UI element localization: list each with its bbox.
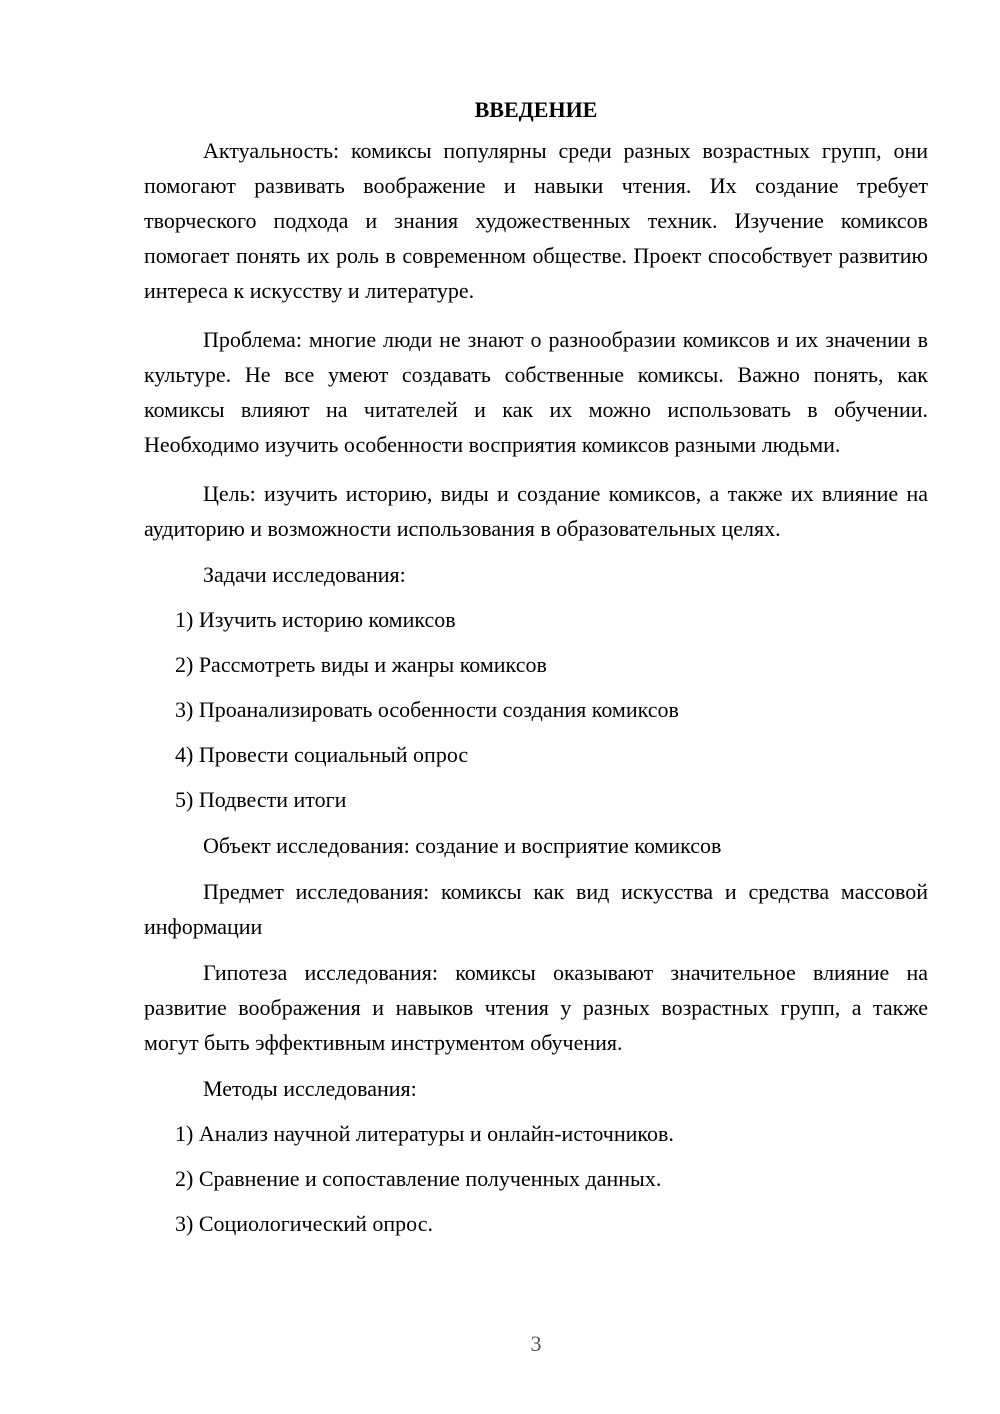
page-number: 3 (530, 1331, 542, 1356)
problem-paragraph: Проблема: многие люди не знают о разнообразии комиксов и их значении в культуре. Не все умеют создавать собственные комиксы. Важно понять, как комиксы влияют на читателей и как их можно использовать в обучении. Необходимо изучить особенности восприятия комиксов разными людьми. (144, 327, 928, 457)
goal-paragraph: Цель: изучить историю, виды и создание комиксов, а также их влияние на аудиторию и возможности использования в образовательных целях. (144, 481, 928, 541)
page-content (144, 93, 928, 1241)
list-item: 2) Сравнение и сопоставление полученных данных. (175, 1166, 662, 1191)
relevance-paragraph: Актуальность: комиксы популярны среди разных возрастных групп, они помогают развивать воображение и навыки чтения. Их создание требует творческого подхода и знания художественных техник. Изучение комиксов помогает понять их роль в современном обществе. Проект способствует развитию интереса к искусству и литературе. (144, 138, 928, 303)
tasks-label: Задачи исследования: (203, 562, 406, 587)
list-item: 1) Изучить историю комиксов (175, 607, 456, 632)
list-item: 2) Рассмотреть виды и жанры комиксов (175, 652, 547, 677)
list-item: 3) Проанализировать особенности создания комиксов (175, 697, 679, 722)
methods-label: Методы исследования: (203, 1076, 417, 1101)
list-item: 1) Анализ научной литературы и онлайн-источников. (175, 1121, 674, 1146)
object-paragraph: Объект исследования: создание и восприятие комиксов (203, 833, 722, 858)
subject-paragraph: Предмет исследования: комиксы как вид искусства и средства массовой информации (144, 879, 928, 939)
section-title: ВВЕДЕНИЕ (474, 97, 598, 122)
list-item: 4) Провести социальный опрос (175, 742, 469, 767)
hypothesis-paragraph: Гипотеза исследования: комиксы оказывают значительное влияние на развитие воображения и навыков чтения у разных возрастных групп, а также могут быть эффективным инструментом обучения. (144, 960, 928, 1055)
list-item: 3) Социологический опрос. (175, 1211, 433, 1236)
list-item: 5) Подвести итоги (175, 787, 347, 812)
